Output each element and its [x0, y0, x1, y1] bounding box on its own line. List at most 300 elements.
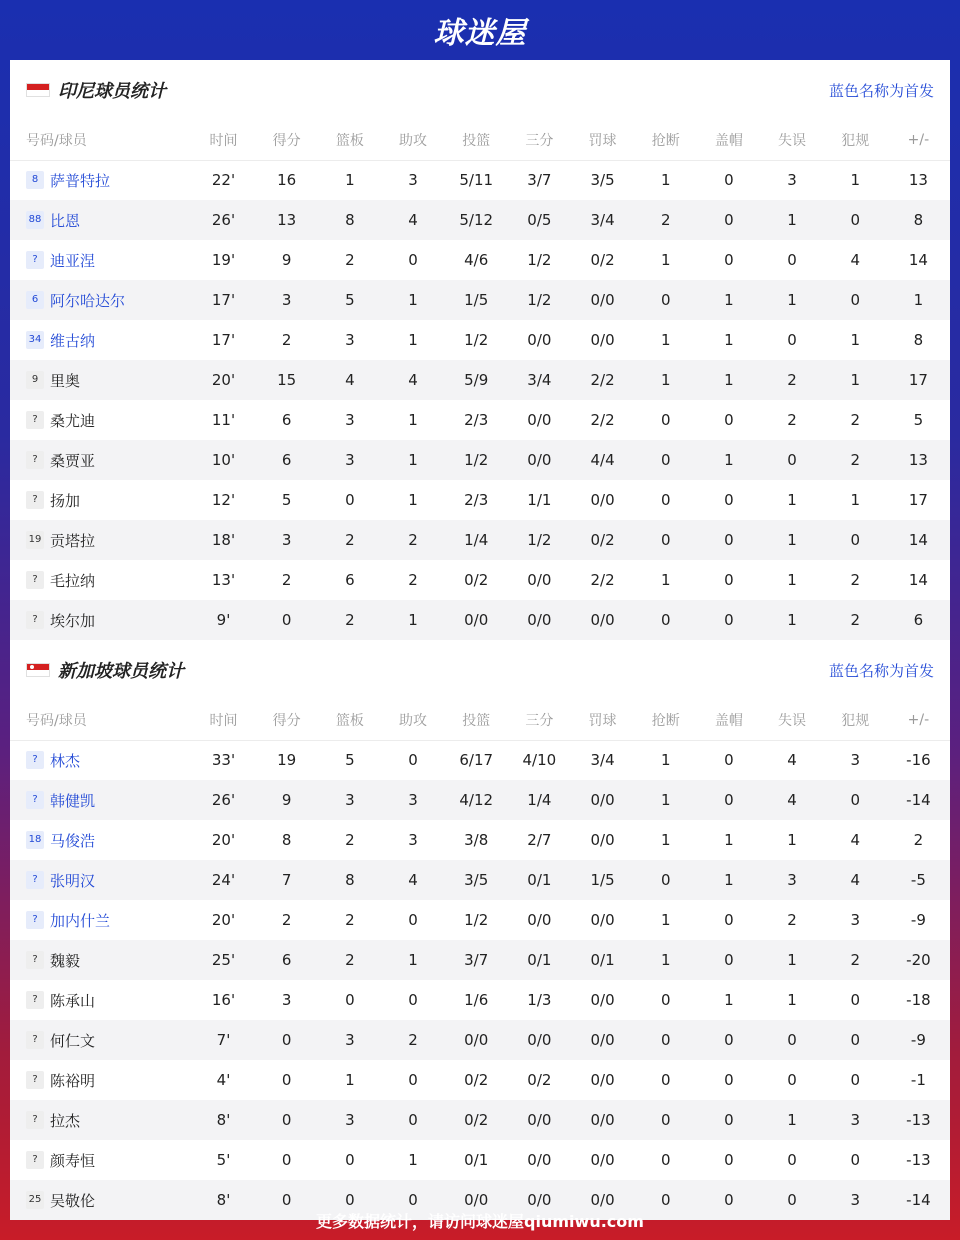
player-cell — [10, 820, 192, 860]
stat-cell: 8 — [281, 831, 292, 849]
stat-cell: 0/2 — [445, 1100, 508, 1140]
player-cell — [10, 240, 192, 280]
stat-cell: 3/5 — [590, 171, 615, 190]
table-row[interactable] — [10, 240, 950, 280]
stat-cell: 0 — [660, 411, 671, 429]
stat-cell: 13 — [908, 171, 928, 190]
column-header: 时间 — [192, 700, 255, 740]
stat-cell: 5/12 — [445, 200, 508, 240]
stat-cell: 5 — [281, 491, 292, 509]
table-row[interactable] — [10, 440, 950, 480]
stat-cell: 20' — [211, 831, 236, 849]
player-name-link[interactable]: 扬加 — [50, 491, 81, 510]
stat-cell: 24' — [192, 860, 255, 900]
stat-cell: 8 — [318, 200, 381, 240]
stat-cell: 0 — [724, 491, 734, 509]
stat-cell: 0 — [408, 991, 418, 1009]
column-header: 投篮 — [445, 700, 508, 740]
stat-cell: 0/0 — [590, 331, 615, 349]
stat-cell: 8 — [887, 200, 950, 240]
stat-cell: 0 — [824, 200, 887, 240]
stat-cell: 5' — [216, 1151, 231, 1169]
stat-cell: 3/7 — [445, 940, 508, 980]
stat-cell: 0 — [634, 1020, 697, 1060]
stat-cell: 3/4 — [571, 200, 634, 240]
stat-cell: 0/0 — [508, 1180, 571, 1220]
stat-cell: 0 — [824, 280, 887, 320]
stat-cell: 17' — [211, 331, 236, 349]
stat-cell: 0 — [760, 440, 823, 480]
player-name-link[interactable]: 迪亚涅 — [50, 251, 96, 270]
jersey-number-badge: ? — [26, 451, 44, 469]
stat-cell: 3 — [318, 440, 381, 480]
stat-cell: 0 — [724, 1151, 734, 1169]
stat-cell: 1 — [660, 171, 671, 190]
stat-cell: 25' — [192, 940, 255, 980]
stat-cell: 0/0 — [527, 411, 552, 429]
player-cell — [10, 980, 192, 1020]
player-name-link[interactable]: 比恩 — [50, 211, 81, 230]
stat-cell: 5 — [318, 280, 381, 320]
stat-cell: 0/0 — [590, 831, 615, 849]
stat-cell: 2 — [345, 911, 355, 929]
stat-cell: 2/2 — [590, 571, 615, 589]
player-cell — [10, 1140, 192, 1180]
table-row[interactable] — [10, 520, 950, 560]
stat-cell: 3 — [824, 1100, 887, 1140]
table-row[interactable] — [10, 160, 950, 200]
stat-cell: 0 — [408, 251, 418, 269]
stat-cell: 1 — [760, 600, 823, 640]
table-row[interactable] — [10, 360, 950, 400]
stat-cell: 0 — [724, 171, 734, 190]
stat-cell: 13 — [255, 200, 318, 240]
stat-cell: 0/0 — [508, 1100, 571, 1140]
player-cell — [10, 940, 192, 980]
stat-cell: 1/2 — [527, 251, 552, 269]
stat-cell: 3/4 — [508, 360, 571, 400]
stat-cell: 2 — [850, 571, 860, 589]
table-row[interactable] — [10, 200, 950, 240]
table-row[interactable] — [10, 600, 950, 640]
stat-cell: -13 — [906, 1151, 931, 1169]
table-row[interactable] — [10, 740, 950, 780]
stat-cell: -14 — [887, 1180, 950, 1220]
stat-cell: 0 — [724, 571, 734, 589]
stat-cell: 17 — [887, 360, 950, 400]
stat-cell: 1 — [660, 331, 671, 349]
section-title-text: 印尼球员统计 — [58, 81, 166, 102]
stat-cell: 6/17 — [459, 751, 494, 770]
stat-cell: 19 — [277, 751, 297, 770]
table-row[interactable] — [10, 940, 950, 980]
stat-cell: 4 — [381, 860, 444, 900]
stat-cell: 1 — [760, 520, 823, 560]
stat-cell: 1 — [850, 171, 860, 190]
stat-cell: 3 — [824, 1180, 887, 1220]
stat-cell: 1/5 — [571, 860, 634, 900]
stat-cell: 13 — [887, 440, 950, 480]
stat-cell: 0 — [381, 1180, 444, 1220]
stat-cell: 0/0 — [445, 1180, 508, 1220]
column-header: 罚球 — [571, 120, 634, 160]
stat-cell: 0/0 — [527, 331, 552, 349]
stat-cell: 0/0 — [508, 1020, 571, 1060]
stats-card — [10, 60, 950, 1210]
stat-cell: 2 — [281, 331, 292, 349]
stat-cell: 0/0 — [508, 600, 571, 640]
stat-cell: 1 — [787, 991, 797, 1009]
jersey-number-badge: ? — [26, 491, 44, 509]
stat-cell: 0/0 — [571, 1180, 634, 1220]
column-header: 犯规 — [824, 120, 887, 160]
stat-cell: 3 — [850, 911, 860, 929]
stat-cell: 16 — [277, 171, 297, 190]
player-name-link[interactable]: 陈裕明 — [50, 1071, 96, 1090]
player-name-link[interactable]: 拉杰 — [50, 1111, 81, 1130]
stat-cell: 0/2 — [571, 520, 634, 560]
column-header: 号码/球员 — [10, 700, 192, 740]
column-header: 盖帽 — [697, 700, 760, 740]
stat-cell: 0 — [697, 780, 760, 820]
stat-cell: 3 — [345, 331, 355, 349]
stat-cell: 1/2 — [464, 331, 489, 349]
player-cell — [10, 480, 192, 520]
stat-cell: -18 — [906, 991, 931, 1009]
stat-cell: 1/3 — [527, 991, 552, 1009]
stat-cell: 0 — [634, 440, 697, 480]
stat-cell: 3/8 — [464, 831, 489, 849]
stat-cell: 0 — [281, 1071, 292, 1089]
player-name-link[interactable]: 维古纳 — [50, 331, 96, 350]
stat-cell: 2 — [760, 360, 823, 400]
player-name-link[interactable]: 陈承山 — [50, 991, 96, 1010]
stat-cell: 0/0 — [571, 1020, 634, 1060]
player-name-link[interactable]: 颜寿恒 — [50, 1151, 96, 1170]
column-header: 助攻 — [381, 120, 444, 160]
stat-cell: 0/0 — [590, 991, 615, 1009]
player-cell — [10, 160, 192, 200]
player-name-link[interactable]: 吴敬伦 — [50, 1191, 96, 1210]
stat-cell: 0 — [724, 411, 734, 429]
stat-cell: 4 — [381, 360, 444, 400]
stat-cell: 6 — [281, 411, 292, 429]
stat-cell: 0 — [634, 860, 697, 900]
stat-cell: 0 — [345, 491, 355, 509]
stat-cell: 1 — [760, 200, 823, 240]
stat-cell: 5/9 — [445, 360, 508, 400]
stat-cell: 0 — [787, 331, 797, 349]
player-name-link[interactable]: 萨普特拉 — [50, 171, 111, 190]
stat-cell: 4/12 — [445, 780, 508, 820]
table-row[interactable] — [10, 280, 950, 320]
column-header: 抢断 — [634, 120, 697, 160]
table-row[interactable] — [10, 1060, 950, 1100]
stat-cell: 0 — [634, 600, 697, 640]
stat-cell: 8' — [192, 1100, 255, 1140]
jersey-number-badge: 6 — [26, 291, 44, 309]
stat-cell: 1 — [660, 831, 671, 849]
player-name-link[interactable]: 贡塔拉 — [50, 531, 96, 550]
indonesia-flag-icon — [26, 83, 50, 97]
stat-cell: 0 — [255, 1180, 318, 1220]
stat-cell: 0/0 — [590, 1071, 615, 1089]
stat-cell: 0/1 — [464, 1151, 489, 1169]
stat-cell: 1 — [787, 571, 797, 589]
stat-cell: 14 — [908, 571, 928, 589]
team-section — [10, 60, 950, 640]
jersey-number-badge: ? — [26, 991, 44, 1009]
stat-cell: 2 — [281, 571, 292, 589]
stat-cell: 1 — [660, 751, 671, 770]
stat-cell: 0/2 — [527, 1071, 552, 1089]
stat-cell: 0/0 — [571, 780, 634, 820]
table-row[interactable] — [10, 780, 950, 820]
stat-cell: 0 — [697, 1020, 760, 1060]
stat-cell: 0/2 — [590, 251, 615, 269]
stat-cell: 4' — [216, 1071, 231, 1089]
stat-cell: 0/2 — [464, 571, 489, 589]
stat-cell: 1 — [697, 860, 760, 900]
stat-cell: 4 — [381, 200, 444, 240]
stat-cell: 0/0 — [527, 1151, 552, 1169]
player-name-link[interactable]: 张明汉 — [50, 871, 96, 890]
jersey-number-badge: 8 — [26, 171, 44, 189]
table-row[interactable] — [10, 860, 950, 900]
stat-cell: 1 — [408, 491, 418, 509]
stat-cell: 0 — [408, 911, 418, 929]
stat-cell: 0 — [634, 1180, 697, 1220]
stat-cell: 3/7 — [527, 171, 552, 190]
stat-cell: 1 — [697, 280, 760, 320]
stat-cell: 2 — [345, 831, 355, 849]
column-header: 犯规 — [824, 700, 887, 740]
stat-cell: 10' — [192, 440, 255, 480]
column-header: 时间 — [192, 120, 255, 160]
column-header: +/- — [887, 120, 950, 160]
table-row[interactable] — [10, 480, 950, 520]
player-name-link[interactable]: 魏毅 — [50, 951, 81, 970]
stat-cell: 0/0 — [571, 280, 634, 320]
stat-cell: 1 — [697, 360, 760, 400]
stat-cell: 20' — [192, 360, 255, 400]
stat-cell: 2/3 — [464, 491, 489, 509]
stat-cell: 26' — [192, 200, 255, 240]
stat-cell: 0/2 — [464, 1071, 489, 1089]
stat-cell: 1 — [760, 280, 823, 320]
player-cell — [10, 560, 192, 600]
player-cell — [10, 200, 192, 240]
player-cell — [10, 1020, 192, 1060]
table-row[interactable] — [10, 820, 950, 860]
stat-cell: 0 — [345, 1151, 355, 1169]
stat-cell: 0/0 — [508, 440, 571, 480]
stat-cell: 1 — [787, 491, 797, 509]
stat-cell: 1/2 — [464, 911, 489, 929]
stat-cell: 0 — [634, 280, 697, 320]
stat-cell: 3 — [381, 780, 444, 820]
table-row[interactable] — [10, 980, 950, 1020]
stat-cell: 5 — [345, 751, 355, 770]
stat-cell: 0 — [697, 200, 760, 240]
column-header: 三分 — [508, 120, 571, 160]
stat-cell: 0 — [760, 1180, 823, 1220]
stat-cell: 1 — [634, 360, 697, 400]
stat-cell: 3 — [408, 171, 418, 190]
jersey-number-badge: ? — [26, 951, 44, 969]
jersey-number-badge: ? — [26, 911, 44, 929]
stat-cell: 2 — [381, 1020, 444, 1060]
stat-cell: 0 — [824, 520, 887, 560]
player-name-link[interactable]: 埃尔加 — [50, 611, 96, 630]
player-name-link[interactable]: 桑贾亚 — [50, 451, 96, 470]
stat-cell: 1 — [724, 331, 734, 349]
player-cell — [10, 740, 192, 780]
stat-cell: 33' — [211, 751, 236, 770]
table-row[interactable] — [10, 1100, 950, 1140]
player-name-link[interactable]: 阿尔哈达尔 — [50, 291, 126, 310]
stat-cell: 0 — [850, 1151, 860, 1169]
stat-cell: 2 — [318, 520, 381, 560]
starter-legend-note: 蓝色名称为首发 — [828, 81, 934, 100]
stat-cell: 1/4 — [508, 780, 571, 820]
stat-cell: 1 — [787, 831, 797, 849]
stat-cell: 0/1 — [571, 940, 634, 980]
stat-cell: 0/0 — [527, 911, 552, 929]
stat-cell: 1 — [381, 940, 444, 980]
stat-cell: 3 — [760, 860, 823, 900]
player-name-link[interactable]: 何仁文 — [50, 1031, 96, 1050]
stat-cell: 1/5 — [445, 280, 508, 320]
jersey-number-badge: 18 — [26, 831, 44, 849]
stat-cell: 22' — [211, 171, 236, 190]
stat-cell: 1 — [408, 331, 418, 349]
player-name-link[interactable]: 加内什兰 — [50, 911, 111, 930]
player-name-link[interactable]: 里奥 — [50, 371, 81, 390]
stat-cell: 0 — [660, 1151, 671, 1169]
jersey-number-badge: 9 — [26, 371, 44, 389]
stat-cell: 1 — [381, 440, 444, 480]
stat-cell: 1/2 — [508, 520, 571, 560]
column-header: 篮板 — [318, 120, 381, 160]
stat-cell: 7 — [255, 860, 318, 900]
stat-cell: 2/3 — [464, 411, 489, 429]
stat-cell: 0 — [318, 1180, 381, 1220]
stat-cell: 0 — [850, 991, 860, 1009]
table-row[interactable] — [10, 560, 950, 600]
column-header: 得分 — [255, 700, 318, 740]
stat-cell: 1 — [760, 940, 823, 980]
player-name-link[interactable]: 桑尤迪 — [50, 411, 96, 430]
stat-cell: -16 — [906, 751, 931, 770]
player-cell — [10, 780, 192, 820]
stat-cell: 0/0 — [590, 1151, 615, 1169]
stat-cell: 1 — [408, 1151, 418, 1169]
table-row[interactable] — [10, 1140, 950, 1180]
stat-cell: 3 — [255, 280, 318, 320]
stat-cell: 0 — [787, 251, 797, 269]
stat-cell: 8 — [913, 331, 924, 349]
jersey-number-badge: ? — [26, 1151, 44, 1169]
stat-cell: 6 — [345, 571, 355, 589]
stat-cell: 2 — [824, 940, 887, 980]
jersey-number-badge: 88 — [26, 211, 44, 229]
stat-cell: 4 — [760, 780, 823, 820]
stat-cell: 9 — [281, 251, 292, 269]
player-stats-table — [10, 700, 950, 1220]
stat-cell: -9 — [887, 1020, 950, 1060]
stat-cell: 7' — [192, 1020, 255, 1060]
jersey-number-badge: ? — [26, 871, 44, 889]
stat-cell: 0 — [255, 1100, 318, 1140]
stat-cell: 2/7 — [527, 831, 552, 849]
jersey-number-badge: 34 — [26, 331, 44, 349]
stat-cell: 1 — [697, 440, 760, 480]
stat-cell: 1 — [850, 331, 860, 349]
column-header: 投篮 — [445, 120, 508, 160]
stat-cell: 3 — [318, 1100, 381, 1140]
stat-cell: 0/1 — [508, 860, 571, 900]
stat-cell: 0 — [724, 251, 734, 269]
stat-cell: 4 — [850, 831, 860, 849]
stat-cell: 6 — [887, 600, 950, 640]
stat-cell: 2 — [787, 911, 797, 929]
stat-cell: 1 — [345, 171, 355, 190]
stat-cell: 3 — [255, 520, 318, 560]
stat-cell: 0 — [824, 780, 887, 820]
column-header: 得分 — [255, 120, 318, 160]
player-name-link[interactable]: 韩健凯 — [50, 791, 96, 810]
table-row[interactable] — [10, 320, 950, 360]
column-header: 罚球 — [571, 700, 634, 740]
section-title — [26, 77, 166, 103]
stat-cell: 14 — [887, 520, 950, 560]
stat-cell: 19' — [211, 251, 236, 269]
table-row[interactable] — [10, 400, 950, 440]
player-name-link[interactable]: 马俊浩 — [50, 831, 96, 850]
stat-cell: 3 — [408, 831, 418, 849]
stat-cell: 6 — [255, 440, 318, 480]
table-row[interactable] — [10, 900, 950, 940]
stat-cell: 0 — [697, 600, 760, 640]
stat-cell: 0 — [660, 991, 671, 1009]
stat-cell: 1 — [634, 940, 697, 980]
stat-cell: 1 — [760, 1100, 823, 1140]
stat-cell: 1/2 — [445, 440, 508, 480]
jersey-number-badge: ? — [26, 1111, 44, 1129]
table-row[interactable] — [10, 1020, 950, 1060]
player-cell — [10, 320, 192, 360]
stat-cell: 0 — [408, 1071, 418, 1089]
player-name-link[interactable]: 林杰 — [50, 751, 81, 770]
stat-cell: 3 — [318, 1020, 381, 1060]
stat-cell: 0/1 — [508, 940, 571, 980]
footer-banner[interactable]: 更多数据统计，请访问球迷屋qiumiwu.com — [316, 1211, 644, 1231]
player-cell — [10, 1100, 192, 1140]
stat-cell: 2 — [318, 600, 381, 640]
stat-cell: 0 — [660, 1071, 671, 1089]
section-header — [10, 60, 950, 120]
jersey-number-badge: 25 — [26, 1191, 44, 1209]
stat-cell: 0 — [787, 1071, 797, 1089]
singapore-flag-icon — [26, 663, 50, 677]
stat-cell: 1 — [634, 780, 697, 820]
column-header: 三分 — [508, 700, 571, 740]
stat-cell: 0 — [787, 1151, 797, 1169]
stat-cell: 1 — [724, 991, 734, 1009]
stat-cell: -14 — [887, 780, 950, 820]
player-name-link[interactable]: 毛拉纳 — [50, 571, 96, 590]
